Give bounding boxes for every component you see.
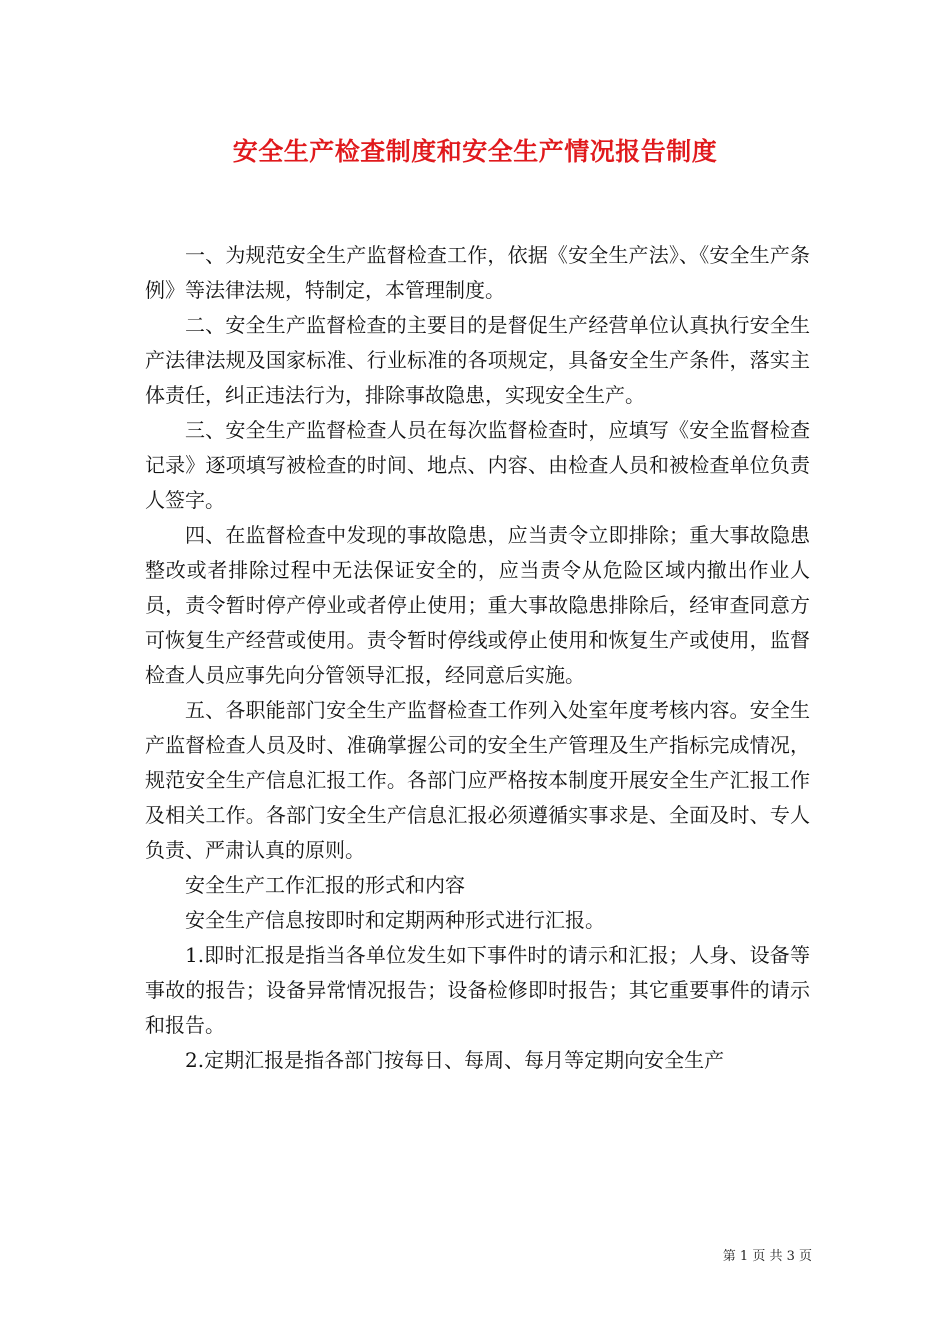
paragraph-3: 三、安全生产监督检查人员在每次监督检查时，应填写《安全监督检查记录》逐项填写被检查的时间、地点、内容、由检查人员和被检查单位负责人签字。: [145, 418, 810, 512]
document-body: [145, 238, 810, 1078]
paragraph-4: 四、在监督检查中发现的事故隐患，应当责令立即排除；重大事故隐患整改或者排除过程中无法保证安全的，应当责令从危险区域内撤出作业人员，责令暂时停产停业或者停止使用；重大事故隐患排除后，经审查同意方可恢复生产经营或使用。责令暂时停线或停止使用和恢复生产或使用，监督检查人员应事先向分管领导汇报，经同意后实施。: [145, 523, 810, 687]
document-title: 安全生产检查制度和安全生产情况报告制度: [232, 137, 718, 166]
paragraph-2: 二、安全生产监督检查的主要目的是督促生产经营单位认真执行安全生产法律法规及国家标准、行业标准的各项规定，具备安全生产条件，落实主体责任，纠正违法行为，排除事故隐患，实现安全生产。: [145, 313, 810, 407]
paragraph-6: 安全生产信息按即时和定期两种形式进行汇报。: [185, 908, 605, 932]
paragraph-1: 一、为规范安全生产监督检查工作，依据《安全生产法》、《安全生产条例》等法律法规，特制定，本管理制度。: [145, 243, 810, 302]
paragraph-8: 2.定期汇报是指各部门按每日、每周、每月等定期向安全生产: [185, 1048, 725, 1072]
page-number-footer: 第 1 页 共 3 页: [722, 1249, 812, 1264]
section-heading: 安全生产工作汇报的形式和内容: [185, 873, 465, 897]
paragraph-7: 1.即时汇报是指当各单位发生如下事件时的请示和汇报；人身、设备等事故的报告；设备异常情况报告；设备检修即时报告；其它重要事件的请示和报告。: [145, 943, 810, 1037]
paragraph-5: 五、各职能部门安全生产监督检查工作列入处室年度考核内容。安全生产监督检查人员及时、准确掌握公司的安全生产管理及生产指标完成情况，规范安全生产信息汇报工作。各部门应严格按本制度开展安全生产汇报工作及相关工作。各部门安全生产信息汇报必须遵循实事求是、全面及时、专人负责、严肃认真的原则。: [145, 698, 810, 862]
